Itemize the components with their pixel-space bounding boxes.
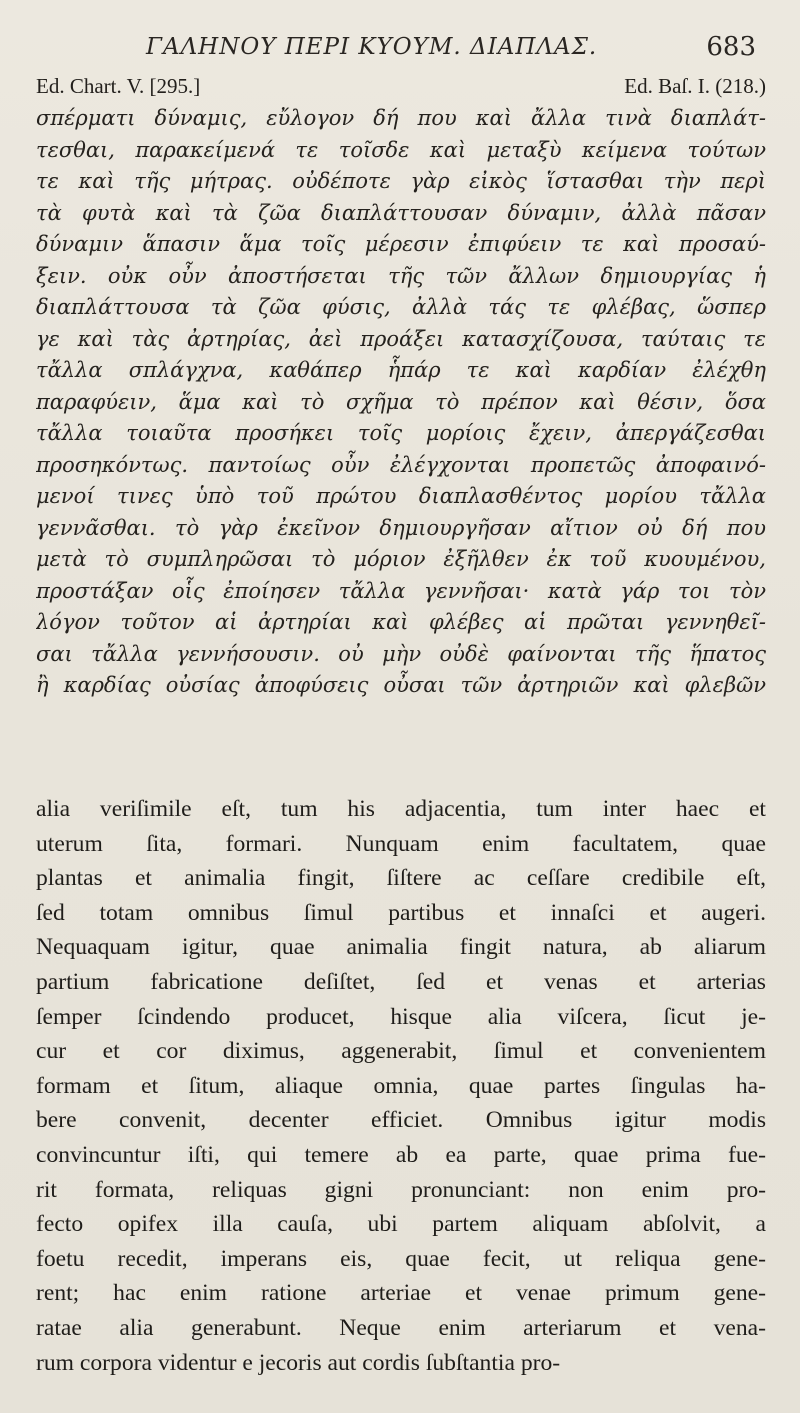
latin-text-line: uterum ſita, formari. Nunquam enim facultatem, quae: [36, 830, 766, 857]
greek-text-line: τεσθαι, παρακείμενά τε τοῖσδε καὶ μεταξὺ κείμενα τούτων: [36, 137, 766, 162]
latin-text-line: ſed totam omnibus ſimul partibus et innaſci et augeri.: [36, 899, 766, 926]
greek-text-line: γε καὶ τὰς ἀρτηρίας, ἀεὶ προάξει κατασχίζουσα, ταύταις τε: [36, 326, 766, 351]
latin-text-line: foetu recedit, imperans eis, quae fecit, ut reliqua gene-: [36, 1245, 766, 1272]
latin-text-line: rent; hac enim ratione arteriae et venae primum gene-: [36, 1280, 766, 1307]
greek-text-line: προσηκόντως. παντοίως οὖν ἐλέγχονται προπετῶς ἀποφαινό-: [36, 452, 766, 477]
latin-text-line: ſemper ſcindendo producet, hisque alia viſcera, ſicut je-: [36, 1003, 766, 1030]
latin-text-block: [36, 792, 766, 1380]
edition-reference-basel: Ed. Baſ. I. (218.): [624, 74, 766, 98]
latin-text-line: fecto opifex illa cauſa, ubi partem aliquam abſolvit, a: [36, 1211, 766, 1238]
greek-text-line: παραφύειν, ἅμα καὶ τὸ σχῆμα τὸ πρέπον καὶ θέσιν, ὅσα: [36, 389, 766, 414]
page-number: 683: [706, 32, 756, 62]
greek-text-line: προστάξαν οἷς ἐποίησεν τἄλλα γεννῆσαι· κατὰ γάρ τοι τὸν: [36, 578, 766, 603]
greek-text-line: τἄλλα τοιαῦτα προσήκει τοῖς μορίοις ἔχειν, ἀπεργάζεσθαι: [36, 421, 766, 445]
latin-text-line: ratae alia generabunt. Neque enim arteriarum et vena-: [36, 1314, 766, 1341]
latin-text-line: partium fabricatione deſiſtet, ſed et venas et arterias: [36, 968, 766, 995]
greek-text-line: διαπλάττουσα τὰ ζῶα φύσις, ἀλλὰ τάς τε φλέβας, ὥσπερ: [36, 295, 766, 319]
latin-text-line: rit formata, reliquas gigni pronunciant: non enim pro-: [36, 1176, 766, 1203]
greek-text-line: ξειν. οὐκ οὖν ἀποστήσεται τῆς τῶν ἄλλων δημιουργίας ἡ: [36, 263, 766, 288]
greek-text-line: μενοί τινες ὑπὸ τοῦ πρώτου διαπλασθέντος μορίου τἄλλα: [36, 484, 766, 508]
latin-text-line: cur et cor diximus, aggenerabit, ſimul et convenientem: [36, 1038, 766, 1065]
edition-references: [36, 74, 766, 104]
greek-text-line: δύναμιν ἅπασιν ἅμα τοῖς μέρεσιν ἐπιφύειν τε καὶ προσαύ-: [36, 232, 766, 256]
edition-reference-chart: Ed. Chart. V. [295.]: [36, 74, 201, 98]
greek-text-line: γεννᾶσθαι. τὸ γὰρ ἐκεῖνον δημιουργῆσαν αἴτιον οὐ δή που: [36, 515, 766, 540]
latin-text-line: formam et ſitum, aliaque omnia, quae partes ſingulas ha-: [36, 1072, 766, 1099]
greek-text-line: ἢ καρδίας οὐσίας ἀποφύσεις οὖσαι τῶν ἀρτηριῶν καὶ φλεβῶν: [36, 673, 766, 697]
greek-text-block: [36, 103, 766, 702]
greek-text-line: τὰ φυτὰ καὶ τὰ ζῶα διαπλάττουσαν δύναμιν, ἀλλὰ πᾶσαν: [36, 200, 766, 225]
latin-text-line: Nequaquam igitur, quae animalia fingit natura, ab aliarum: [36, 934, 766, 961]
greek-text-line: τε καὶ τῆς μήτρας. οὐδέποτε γὰρ εἰκὸς ἵστασθαι τὴν περὶ: [36, 169, 766, 193]
latin-text-line: bere convenit, decenter efficiet. Omnibus igitur modis: [36, 1107, 766, 1134]
greek-text-line: λόγον τοῦτον αἱ ἀρτηρίαι καὶ φλέβες αἱ πρῶται γεννηθεῖ-: [36, 610, 766, 634]
greek-text-line: σπέρματι δύναμις, εὔλογον δή που καὶ ἄλλα τινὰ διαπλάτ-: [36, 106, 766, 130]
latin-text-line: convincuntur iſti, qui temere ab ea parte, quae prima fue-: [36, 1141, 766, 1168]
greek-text-line: σαι τἄλλα γεννήσουσιν. οὐ μὴν οὐδὲ φαίνονται τῆς ἥπατος: [36, 641, 766, 666]
running-title: ΓΑΛΗΝΟΥ ΠΕΡΙ ΚΥΟΥΜ. ΔΙΑΠΛΑΣ.: [146, 34, 598, 60]
latin-text-line: alia veriſimile eſt, tum his adjacentia, tum inter haec et: [36, 796, 766, 822]
latin-text-line: rum corpora videntur e jecoris aut cordis ſubſtantia pro-: [36, 1349, 561, 1376]
greek-text-line: τἄλλα σπλάγχνα, καθάπερ ἧπάρ τε καὶ καρδίαν ἐλέχθη: [36, 358, 766, 382]
greek-text-line: μετὰ τὸ συμπληρῶσαι τὸ μόριον ἐξῆλθεν ἐκ τοῦ κυουμένου,: [36, 547, 766, 571]
page-header: [36, 28, 766, 68]
latin-text-line: plantas et animalia fingit, ſiſtere ac ceſſare credibile eſt,: [36, 865, 766, 892]
